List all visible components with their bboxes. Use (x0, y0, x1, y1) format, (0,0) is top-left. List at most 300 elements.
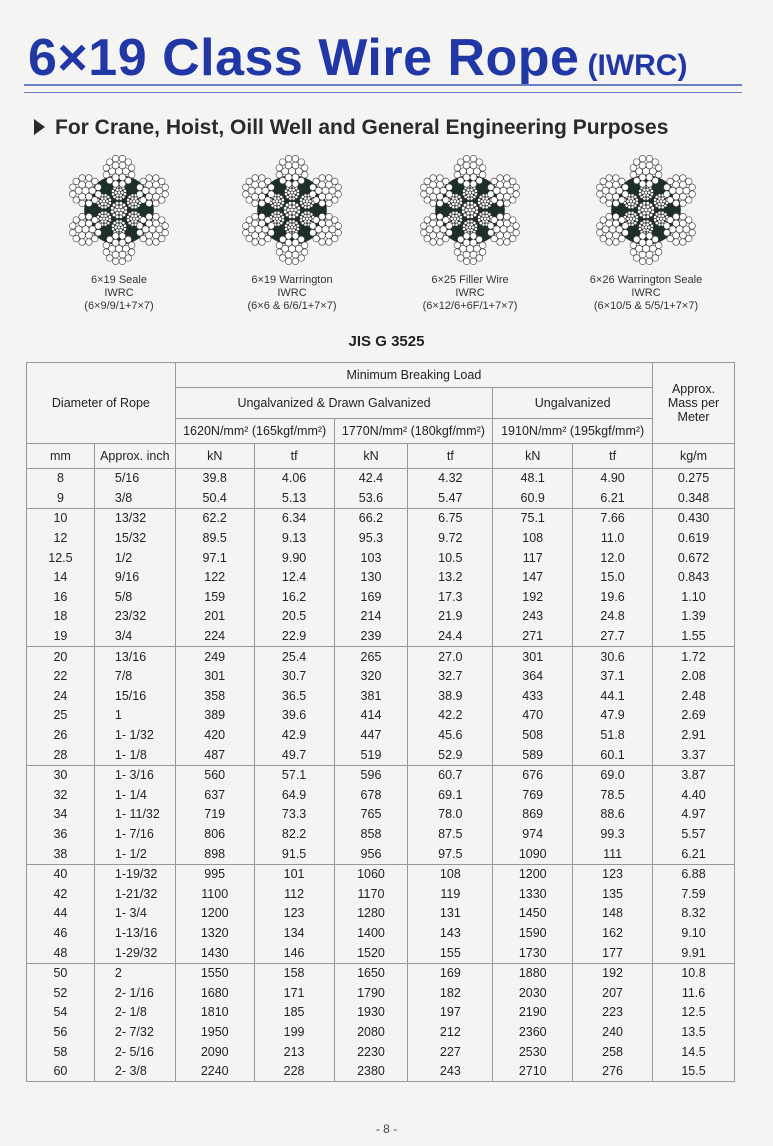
table-row (27, 667, 735, 687)
cell-kn-1620: 2090 (175, 1042, 254, 1062)
diagram-warrington-seale (556, 150, 736, 313)
cell-mm: 26 (27, 726, 95, 746)
header-kn: kN (334, 444, 408, 469)
cell-kn-1910: 1730 (493, 943, 573, 963)
cell-kn-1620: 201 (175, 607, 254, 627)
cell-kn-1910: 2030 (493, 983, 573, 1003)
table-row (27, 529, 735, 549)
cell-kn-1620: 719 (175, 805, 254, 825)
cell-kn-1910: 301 (493, 647, 573, 667)
cell-kn-1770: 130 (334, 568, 408, 588)
cell-kn-1620: 560 (175, 765, 254, 785)
cell-kn-1910: 192 (493, 588, 573, 608)
cell-kn-1620: 1810 (175, 1003, 254, 1023)
table-row (27, 568, 735, 588)
cell-kn-1770: 1930 (334, 1003, 408, 1023)
cell-tf-1910: 6.21 (573, 489, 653, 509)
cell-tf-1770: 17.3 (408, 588, 493, 608)
cell-tf-1910: 7.66 (573, 509, 653, 529)
cell-kn-1620: 39.8 (175, 469, 254, 489)
cell-tf-1620: 158 (254, 963, 334, 983)
cell-tf-1620: 112 (254, 884, 334, 904)
cell-kn-1770: 678 (334, 786, 408, 806)
cell-mass: 0.348 (653, 489, 735, 509)
table-row (27, 765, 735, 785)
cell-kn-1910: 108 (493, 529, 573, 549)
cell-tf-1620: 82.2 (254, 825, 334, 845)
cell-tf-1910: 51.8 (573, 726, 653, 746)
cell-kn-1910: 75.1 (493, 509, 573, 529)
header-grade-1910: 1910N/mm² (195kgf/mm²) (493, 419, 653, 444)
cell-tf-1770: 212 (408, 1023, 493, 1043)
cell-tf-1770: 131 (408, 904, 493, 924)
cell-kn-1770: 214 (334, 607, 408, 627)
cell-kn-1770: 42.4 (334, 469, 408, 489)
cell-kn-1910: 2190 (493, 1003, 573, 1023)
cell-kn-1910: 470 (493, 706, 573, 726)
cell-kn-1620: 159 (175, 588, 254, 608)
table-row (27, 687, 735, 707)
cell-kn-1910: 1090 (493, 844, 573, 864)
cell-tf-1910: 240 (573, 1023, 653, 1043)
cell-mm: 46 (27, 924, 95, 944)
cell-mm: 28 (27, 745, 95, 765)
cell-mass: 1.10 (653, 588, 735, 608)
cell-mm: 30 (27, 765, 95, 785)
cell-inch: 1- 1/32 (94, 726, 175, 746)
cell-mm: 12 (27, 529, 95, 549)
cell-mass: 10.8 (653, 963, 735, 983)
cell-mm: 10 (27, 509, 95, 529)
cell-tf-1770: 5.47 (408, 489, 493, 509)
cell-mm: 8 (27, 469, 95, 489)
cell-inch: 1-13/16 (94, 924, 175, 944)
cell-kn-1770: 596 (334, 765, 408, 785)
cell-tf-1620: 64.9 (254, 786, 334, 806)
table-row (27, 1003, 735, 1023)
cell-mm: 44 (27, 904, 95, 924)
cell-tf-1910: 12.0 (573, 548, 653, 568)
cell-tf-1620: 185 (254, 1003, 334, 1023)
cell-tf-1910: 24.8 (573, 607, 653, 627)
diagram-core: IWRC (631, 287, 661, 299)
cell-kn-1620: 1950 (175, 1023, 254, 1043)
cell-tf-1770: 21.9 (408, 607, 493, 627)
cell-kn-1910: 364 (493, 667, 573, 687)
cell-kn-1620: 1430 (175, 943, 254, 963)
diagram-warrington (202, 150, 382, 313)
table-row (27, 844, 735, 864)
cell-tf-1620: 36.5 (254, 687, 334, 707)
cell-inch: 3/4 (94, 627, 175, 647)
cell-tf-1910: 30.6 (573, 647, 653, 667)
cell-kn-1770: 2380 (334, 1062, 408, 1082)
table-row (27, 1023, 735, 1043)
table-row (27, 745, 735, 765)
cell-kn-1620: 898 (175, 844, 254, 864)
cell-tf-1910: 276 (573, 1062, 653, 1082)
cell-kn-1910: 48.1 (493, 469, 573, 489)
cell-tf-1910: 192 (573, 963, 653, 983)
cell-tf-1910: 148 (573, 904, 653, 924)
cell-kn-1770: 956 (334, 844, 408, 864)
cell-kn-1770: 858 (334, 825, 408, 845)
cell-tf-1770: 52.9 (408, 745, 493, 765)
diagram-name: 6×25 Filler Wire (431, 274, 509, 286)
cell-kn-1910: 676 (493, 765, 573, 785)
cell-mm: 52 (27, 983, 95, 1003)
cell-tf-1910: 60.1 (573, 745, 653, 765)
table-row (27, 864, 735, 884)
cell-kn-1770: 1060 (334, 864, 408, 884)
cell-tf-1910: 44.1 (573, 687, 653, 707)
cell-tf-1620: 9.90 (254, 548, 334, 568)
cell-kn-1910: 433 (493, 687, 573, 707)
header-kn: kN (493, 444, 573, 469)
table-row (27, 963, 735, 983)
cell-tf-1620: 20.5 (254, 607, 334, 627)
cell-kn-1910: 589 (493, 745, 573, 765)
cell-tf-1620: 73.3 (254, 805, 334, 825)
cell-tf-1770: 143 (408, 924, 493, 944)
cell-mass: 2.48 (653, 687, 735, 707)
cell-kn-1910: 117 (493, 548, 573, 568)
cell-tf-1620: 6.34 (254, 509, 334, 529)
cell-tf-1620: 16.2 (254, 588, 334, 608)
cell-inch: 2- 3/8 (94, 1062, 175, 1082)
table-row (27, 1042, 735, 1062)
cell-mass: 9.91 (653, 943, 735, 963)
cell-tf-1770: 38.9 (408, 687, 493, 707)
cell-tf-1910: 88.6 (573, 805, 653, 825)
cell-mass: 3.37 (653, 745, 735, 765)
spec-table-body (27, 469, 735, 1082)
cell-tf-1770: 197 (408, 1003, 493, 1023)
cell-tf-1910: 99.3 (573, 825, 653, 845)
cell-tf-1910: 162 (573, 924, 653, 944)
cell-mass: 4.97 (653, 805, 735, 825)
cell-tf-1770: 97.5 (408, 844, 493, 864)
diagram-construction: (6×12/6+6F/1+7×7) (422, 300, 518, 312)
cell-kn-1910: 271 (493, 627, 573, 647)
table-row (27, 983, 735, 1003)
cell-kn-1910: 508 (493, 726, 573, 746)
cell-tf-1910: 15.0 (573, 568, 653, 588)
cell-tf-1770: 227 (408, 1042, 493, 1062)
table-row (27, 548, 735, 568)
cell-mm: 14 (27, 568, 95, 588)
cell-mm: 18 (27, 607, 95, 627)
cell-mass: 2.69 (653, 706, 735, 726)
cell-inch: 5/16 (94, 469, 175, 489)
cell-kn-1620: 637 (175, 786, 254, 806)
cell-mass: 6.88 (653, 864, 735, 884)
cell-tf-1910: 111 (573, 844, 653, 864)
cell-kn-1620: 420 (175, 726, 254, 746)
cell-inch: 1- 3/4 (94, 904, 175, 924)
cell-tf-1620: 57.1 (254, 765, 334, 785)
cell-tf-1910: 135 (573, 884, 653, 904)
cell-mass: 0.843 (653, 568, 735, 588)
cell-tf-1620: 9.13 (254, 529, 334, 549)
header-diameter: Diameter of Rope (27, 363, 176, 444)
cell-tf-1770: 45.6 (408, 726, 493, 746)
cell-kn-1910: 2710 (493, 1062, 573, 1082)
cell-mass: 1.55 (653, 627, 735, 647)
cell-kn-1620: 1320 (175, 924, 254, 944)
cell-mm: 58 (27, 1042, 95, 1062)
diagram-core: IWRC (104, 287, 134, 299)
header-ungalv-drawn: Ungalvanized & Drawn Galvanized (175, 388, 493, 419)
cell-mass: 1.72 (653, 647, 735, 667)
cell-inch: 2- 5/16 (94, 1042, 175, 1062)
cell-kn-1770: 1400 (334, 924, 408, 944)
cell-kn-1770: 2230 (334, 1042, 408, 1062)
cell-inch: 1-29/32 (94, 943, 175, 963)
cell-kn-1620: 487 (175, 745, 254, 765)
cell-kn-1770: 414 (334, 706, 408, 726)
cell-inch: 2- 1/16 (94, 983, 175, 1003)
cell-mm: 24 (27, 687, 95, 707)
cell-mm: 54 (27, 1003, 95, 1023)
header-tf: tf (408, 444, 493, 469)
cell-mm: 60 (27, 1062, 95, 1082)
cell-tf-1620: 5.13 (254, 489, 334, 509)
cell-kn-1620: 2240 (175, 1062, 254, 1082)
header-grade-1620: 1620N/mm² (165kgf/mm²) (175, 419, 334, 444)
table-row (27, 647, 735, 667)
cell-kn-1620: 89.5 (175, 529, 254, 549)
cell-kn-1620: 122 (175, 568, 254, 588)
header-grade-1770: 1770N/mm² (180kgf/mm²) (334, 419, 493, 444)
cell-tf-1770: 78.0 (408, 805, 493, 825)
cell-kn-1620: 1100 (175, 884, 254, 904)
cell-mm: 36 (27, 825, 95, 845)
cell-mm: 19 (27, 627, 95, 647)
cell-mass: 0.275 (653, 469, 735, 489)
table-row (27, 904, 735, 924)
cell-mass: 4.40 (653, 786, 735, 806)
diagram-name: 6×19 Warrington (251, 274, 333, 286)
cell-mm: 50 (27, 963, 95, 983)
header-mass: Approx. Mass per Meter (653, 363, 735, 444)
table-row (27, 825, 735, 845)
cell-tf-1770: 4.32 (408, 469, 493, 489)
diagram-name: 6×19 Seale (91, 274, 147, 286)
cell-inch: 1-21/32 (94, 884, 175, 904)
cell-tf-1620: 123 (254, 904, 334, 924)
cell-tf-1620: 25.4 (254, 647, 334, 667)
cell-inch: 2- 7/32 (94, 1023, 175, 1043)
triangle-bullet-icon (34, 119, 45, 135)
cell-mass: 0.672 (653, 548, 735, 568)
diagram-construction: (6×9/9/1+7×7) (84, 300, 154, 312)
cell-tf-1620: 199 (254, 1023, 334, 1043)
cell-mass: 2.08 (653, 667, 735, 687)
header-ungalv: Ungalvanized (493, 388, 653, 419)
cell-kn-1770: 1280 (334, 904, 408, 924)
cell-mass: 14.5 (653, 1042, 735, 1062)
cell-kn-1770: 66.2 (334, 509, 408, 529)
cell-kn-1770: 1650 (334, 963, 408, 983)
cell-mass: 9.10 (653, 924, 735, 944)
cell-kn-1620: 806 (175, 825, 254, 845)
diagram-filler-wire (380, 150, 560, 313)
cell-tf-1910: 258 (573, 1042, 653, 1062)
cell-tf-1620: 4.06 (254, 469, 334, 489)
purpose-text: For Crane, Hoist, Oill Well and General Engineering Purposes (55, 116, 669, 139)
cell-kn-1910: 147 (493, 568, 573, 588)
cell-inch: 1- 1/2 (94, 844, 175, 864)
cell-tf-1620: 146 (254, 943, 334, 963)
cell-kn-1770: 103 (334, 548, 408, 568)
cell-tf-1620: 12.4 (254, 568, 334, 588)
cell-kn-1770: 1170 (334, 884, 408, 904)
cell-kn-1910: 769 (493, 786, 573, 806)
cell-inch: 3/8 (94, 489, 175, 509)
cell-mass: 12.5 (653, 1003, 735, 1023)
cell-tf-1620: 30.7 (254, 667, 334, 687)
cell-mm: 16 (27, 588, 95, 608)
header-inch: Approx. inch (94, 444, 175, 469)
cell-kn-1770: 1520 (334, 943, 408, 963)
cell-tf-1770: 108 (408, 864, 493, 884)
cell-kn-1620: 50.4 (175, 489, 254, 509)
cell-kn-1620: 301 (175, 667, 254, 687)
cell-tf-1620: 213 (254, 1042, 334, 1062)
cell-kn-1910: 60.9 (493, 489, 573, 509)
cell-kn-1770: 239 (334, 627, 408, 647)
cell-mm: 22 (27, 667, 95, 687)
title-main: 6×19 Class Wire Rope (28, 29, 580, 87)
wire-rope-cross-section-icon (588, 150, 704, 270)
cell-tf-1620: 42.9 (254, 726, 334, 746)
cell-kn-1910: 243 (493, 607, 573, 627)
cell-inch: 1- 7/16 (94, 825, 175, 845)
cell-mm: 56 (27, 1023, 95, 1043)
cell-kn-1910: 2360 (493, 1023, 573, 1043)
cell-tf-1910: 207 (573, 983, 653, 1003)
cell-inch: 1- 1/8 (94, 745, 175, 765)
cell-tf-1770: 69.1 (408, 786, 493, 806)
cell-tf-1910: 11.0 (573, 529, 653, 549)
cell-mm: 42 (27, 884, 95, 904)
cell-tf-1770: 119 (408, 884, 493, 904)
cell-kn-1910: 869 (493, 805, 573, 825)
wire-rope-cross-section-icon (412, 150, 528, 270)
cell-tf-1910: 177 (573, 943, 653, 963)
cell-kn-1910: 1330 (493, 884, 573, 904)
cell-tf-1770: 87.5 (408, 825, 493, 845)
cell-mass: 11.6 (653, 983, 735, 1003)
header-tf: tf (573, 444, 653, 469)
cell-mass: 7.59 (653, 884, 735, 904)
cell-tf-1770: 27.0 (408, 647, 493, 667)
cell-kn-1620: 1550 (175, 963, 254, 983)
cell-mm: 38 (27, 844, 95, 864)
title-underline (24, 84, 742, 93)
title-sub: (IWRC) (587, 49, 688, 82)
cell-inch: 1- 3/16 (94, 765, 175, 785)
table-row (27, 924, 735, 944)
cell-tf-1620: 22.9 (254, 627, 334, 647)
table-row (27, 469, 735, 489)
cell-tf-1910: 37.1 (573, 667, 653, 687)
cell-kn-1770: 169 (334, 588, 408, 608)
table-row (27, 726, 735, 746)
cell-mm: 32 (27, 786, 95, 806)
cell-kn-1910: 1200 (493, 864, 573, 884)
cell-kn-1620: 62.2 (175, 509, 254, 529)
cell-tf-1770: 182 (408, 983, 493, 1003)
cell-tf-1770: 9.72 (408, 529, 493, 549)
cell-tf-1770: 24.4 (408, 627, 493, 647)
diagram-seale (29, 150, 209, 313)
cell-inch: 1-19/32 (94, 864, 175, 884)
cell-tf-1770: 10.5 (408, 548, 493, 568)
cell-inch: 23/32 (94, 607, 175, 627)
cell-mass: 6.21 (653, 844, 735, 864)
cell-kn-1910: 1450 (493, 904, 573, 924)
cell-inch: 5/8 (94, 588, 175, 608)
cell-inch: 15/16 (94, 687, 175, 707)
cell-inch: 13/16 (94, 647, 175, 667)
table-row (27, 607, 735, 627)
cell-kn-1770: 381 (334, 687, 408, 707)
cell-kn-1910: 1880 (493, 963, 573, 983)
cell-tf-1910: 69.0 (573, 765, 653, 785)
cell-tf-1620: 134 (254, 924, 334, 944)
cell-tf-1910: 223 (573, 1003, 653, 1023)
cell-kn-1620: 389 (175, 706, 254, 726)
cell-tf-1620: 228 (254, 1062, 334, 1082)
cell-inch: 1/2 (94, 548, 175, 568)
diagram-construction: (6×6 & 6/6/1+7×7) (247, 300, 337, 312)
page-title (28, 28, 687, 88)
cell-mass: 0.430 (653, 509, 735, 529)
cell-inch: 13/32 (94, 509, 175, 529)
cell-mm: 48 (27, 943, 95, 963)
cell-tf-1770: 60.7 (408, 765, 493, 785)
cell-mm: 12.5 (27, 548, 95, 568)
cell-mm: 25 (27, 706, 95, 726)
cell-tf-1910: 4.90 (573, 469, 653, 489)
diagram-construction: (6×10/5 & 5/5/1+7×7) (593, 300, 699, 312)
cell-mass: 13.5 (653, 1023, 735, 1043)
cell-inch: 2 (94, 963, 175, 983)
header-kgm: kg/m (653, 444, 735, 469)
cell-inch: 1- 11/32 (94, 805, 175, 825)
header-mm: mm (27, 444, 95, 469)
header-mbl: Minimum Breaking Load (175, 363, 652, 388)
cell-inch: 1- 1/4 (94, 786, 175, 806)
table-row (27, 489, 735, 509)
cell-kn-1620: 1200 (175, 904, 254, 924)
table-row (27, 627, 735, 647)
cell-inch: 1 (94, 706, 175, 726)
table-row (27, 884, 735, 904)
cell-tf-1770: 42.2 (408, 706, 493, 726)
cell-mass: 2.91 (653, 726, 735, 746)
table-row (27, 805, 735, 825)
table-row (27, 786, 735, 806)
cell-mm: 40 (27, 864, 95, 884)
table-row (27, 588, 735, 608)
cell-tf-1770: 155 (408, 943, 493, 963)
cell-kn-1620: 97.1 (175, 548, 254, 568)
cell-tf-1770: 13.2 (408, 568, 493, 588)
wire-rope-cross-section-icon (61, 150, 177, 270)
